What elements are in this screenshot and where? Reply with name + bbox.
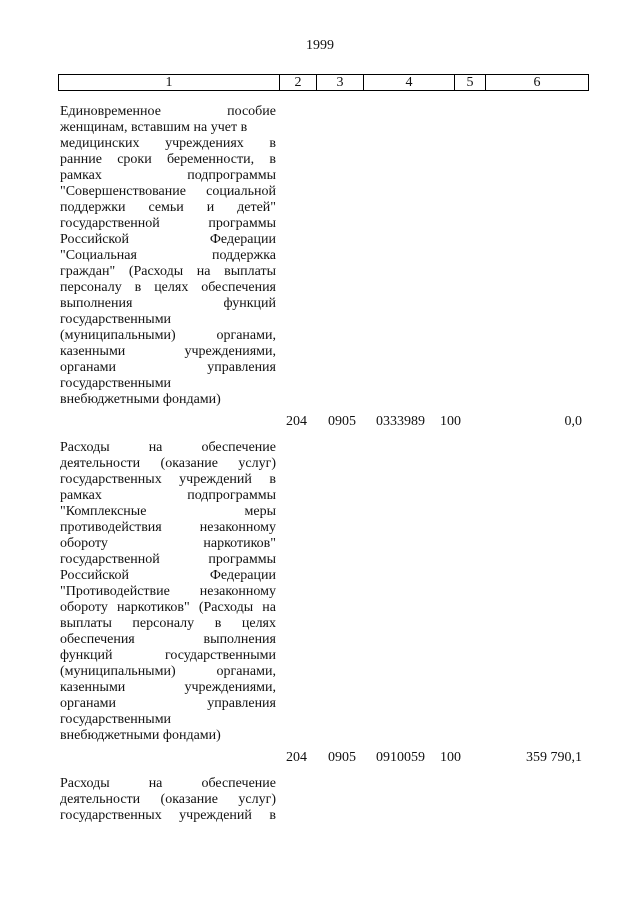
description-line: Единовременное пособие — [60, 104, 276, 119]
description-line: внебюджетными фондами) — [60, 392, 221, 407]
cell-col6: 0,0 — [564, 414, 582, 429]
description-line: женщинам, вставшим на учет в — [60, 120, 248, 135]
description-line: выполнения функций — [60, 296, 276, 311]
column-header-row — [59, 75, 589, 91]
description-line: органами управления — [60, 360, 276, 375]
column-header-3: 3 — [317, 75, 364, 91]
description-line: государственной программы — [60, 216, 276, 231]
description-line: обороту наркотиков" (Расходы на — [60, 600, 276, 615]
description-line: "Комплексные меры — [60, 504, 276, 519]
description-line: противодействия незаконному — [60, 520, 276, 535]
description-line: органами управления — [60, 696, 276, 711]
description-line: государственными — [60, 312, 172, 327]
column-header-table — [58, 74, 589, 91]
cell-col4: 0333989 — [376, 414, 425, 429]
description-line: "Социальная поддержка — [60, 248, 276, 263]
description-line: казенными учреждениями, — [60, 680, 276, 695]
row-description — [60, 104, 276, 408]
page-number: 1999 — [306, 38, 334, 53]
description-line: "Совершенствование социальной — [60, 184, 276, 199]
description-line: казенными учреждениями, — [60, 344, 276, 359]
description-line: персоналу в целях обеспечения — [60, 280, 276, 295]
row-description — [60, 776, 276, 824]
column-header-6: 6 — [486, 75, 589, 91]
description-line: поддержки семьи и детей" — [60, 200, 276, 215]
cell-col2: 204 — [286, 750, 307, 765]
description-line: Российской Федерации — [60, 232, 276, 247]
description-line: деятельности (оказание услуг) — [60, 792, 276, 807]
description-line: Расходы на обеспечение — [60, 776, 276, 791]
cell-col6: 359 790,1 — [526, 750, 582, 765]
description-line: граждан" (Расходы на выплаты — [60, 264, 276, 279]
description-line: государственных учреждений в — [60, 808, 276, 823]
cell-col5: 100 — [440, 750, 461, 765]
column-header-4: 4 — [364, 75, 455, 91]
description-line: деятельности (оказание услуг) — [60, 456, 276, 471]
description-line: государственной программы — [60, 552, 276, 567]
cell-col5: 100 — [440, 414, 461, 429]
description-line: (муниципальными) органами, — [60, 328, 276, 343]
description-line: рамках подпрограммы — [60, 168, 276, 183]
description-line: государственных учреждений в — [60, 472, 276, 487]
description-line: выплаты персоналу в целях — [60, 616, 276, 631]
description-line: государственными — [60, 712, 172, 727]
description-line: государственными — [60, 376, 172, 391]
description-line: Расходы на обеспечение — [60, 440, 276, 455]
column-header-5: 5 — [455, 75, 486, 91]
cell-col2: 204 — [286, 414, 307, 429]
cell-col3: 0905 — [328, 414, 356, 429]
description-line: функций государственными — [60, 648, 276, 663]
row-description — [60, 440, 276, 744]
description-line: обороту наркотиков" — [60, 536, 276, 551]
cell-col4: 0910059 — [376, 750, 425, 765]
column-header-1: 1 — [59, 75, 280, 91]
description-line: Российской Федерации — [60, 568, 276, 583]
cell-col3: 0905 — [328, 750, 356, 765]
column-header-2: 2 — [280, 75, 317, 91]
description-line: (муниципальными) органами, — [60, 664, 276, 679]
description-line: внебюджетными фондами) — [60, 728, 221, 743]
description-line: рамках подпрограммы — [60, 488, 276, 503]
description-line: ранние сроки беременности, в — [60, 152, 276, 167]
description-line: "Противодействие незаконному — [60, 584, 276, 599]
description-line: обеспечения выполнения — [60, 632, 276, 647]
description-line: медицинских учреждениях в — [60, 136, 276, 151]
